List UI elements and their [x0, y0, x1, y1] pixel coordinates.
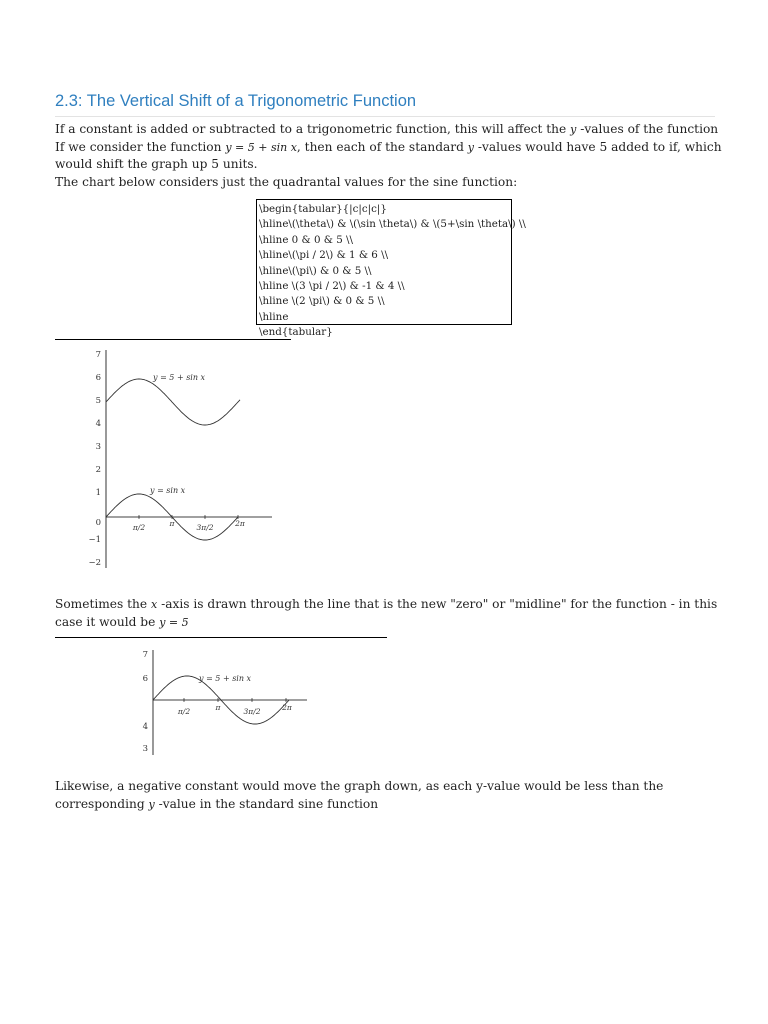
- final-paragraph: [55, 778, 723, 813]
- mid-text-2: -axis is drawn through the line that is the new "zero" or "midline" for the function - in this case it would be: [55, 597, 718, 629]
- code-line: \begin{tabular}{|c|c|c|}: [259, 203, 387, 215]
- final-text-2: -value in the standard sine function: [154, 796, 379, 811]
- graph-midline-axis: [0, 640, 330, 760]
- intro-paragraph: [55, 121, 723, 191]
- graph-sine-shift: [0, 340, 300, 575]
- code-line: \hline\(\pi / 2\) & 1 & 6 \\: [259, 249, 389, 262]
- y-tick-label: −2: [88, 558, 101, 568]
- intro-line-2: The chart below considers just the quadrantal values for the sine function:: [55, 174, 518, 189]
- code-line: \hline\(\pi\) & 0 & 5 \\: [259, 264, 372, 277]
- intro-text-1: If a constant is added or subtracted to a trigonometric function, this will affect the: [55, 122, 571, 136]
- curve-label: y = 5 + sin x: [199, 674, 252, 683]
- final-text-1: Likewise, a negative constant would move the graph down, as each y-value would be less than the corresponding: [55, 779, 664, 811]
- y-tick-label: 7: [95, 350, 101, 360]
- y-tick-label: 0: [95, 518, 101, 528]
- y-tick-label: 4: [142, 722, 148, 732]
- x-tick-label: 2π: [235, 519, 245, 528]
- mid-text-1: Sometimes the: [55, 597, 151, 611]
- math-midline: y = 5: [159, 615, 189, 629]
- midline-paragraph: [55, 596, 723, 631]
- x-tick-label: π: [215, 703, 221, 712]
- code-line: \hline 0 & 0 & 5 \\: [259, 233, 353, 246]
- y-tick-label: 3: [142, 744, 148, 754]
- page-title: 2.3: The Vertical Shift of a Trigonometric Function: [55, 92, 715, 117]
- code-line: \hline \(2 \pi\) & 0 & 5 \\: [259, 295, 385, 308]
- curve-label-shifted: y = 5 + sin x: [153, 373, 206, 382]
- x-tick-label: 2π: [282, 703, 292, 712]
- math-x: x: [150, 598, 158, 611]
- y-tick-label: 3: [95, 442, 101, 452]
- y-tick-label: 2: [95, 465, 101, 475]
- intro-text-4: -values would have 5 added to if, which would shift the graph up 5 units.: [55, 139, 722, 171]
- code-line: \hline\(\theta\) & \(\sin \theta\) & \(5+\sin \theta\) \\: [259, 218, 526, 231]
- intro-text-2: -values of the function If we consider the function: [55, 122, 719, 154]
- code-line: \hline \(3 \pi / 2\) & -1 & 4 \\: [259, 280, 405, 293]
- y-tick-label: 6: [142, 674, 148, 684]
- y-tick-label: 5: [95, 396, 101, 406]
- x-tick-label: π/2: [177, 707, 191, 716]
- math-y: y: [570, 123, 577, 136]
- x-tick-label: 3π/2: [196, 523, 214, 532]
- intro-text-3: , then each of the standard: [296, 139, 468, 154]
- y-tick-label: 4: [95, 419, 101, 429]
- y-tick-label: 6: [95, 373, 101, 383]
- math-y: y: [467, 140, 474, 154]
- divider: [55, 637, 387, 638]
- x-tick-label: π: [169, 519, 175, 528]
- code-line: \end{tabular}: [259, 326, 333, 339]
- latex-code-box: [256, 199, 526, 339]
- curve-shifted-sine: [106, 379, 240, 425]
- x-tick-label: π/2: [132, 523, 146, 532]
- math-function: y = 5 + sin x: [225, 140, 297, 154]
- code-line: \hline: [259, 310, 289, 323]
- y-tick-label: 7: [142, 650, 148, 660]
- x-tick-label: 3π/2: [243, 707, 261, 716]
- y-tick-label: −1: [88, 535, 101, 545]
- y-tick-label: 1: [95, 488, 101, 498]
- math-y: y: [148, 797, 155, 811]
- curve-label-base: y = sin x: [150, 486, 186, 495]
